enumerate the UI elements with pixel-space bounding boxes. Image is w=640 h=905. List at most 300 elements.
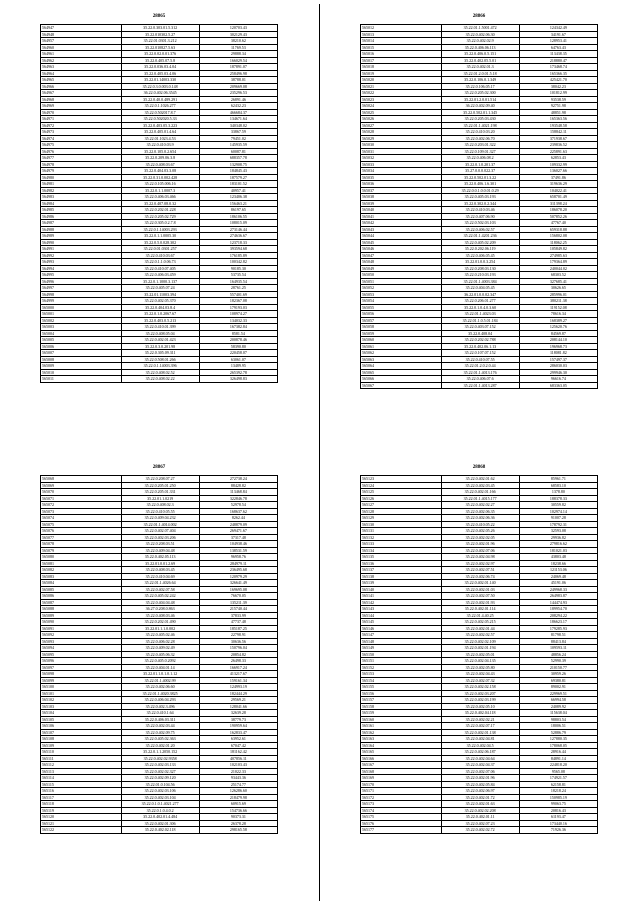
row-id-cell: 565068 bbox=[41, 476, 122, 483]
page-number: 28868 bbox=[472, 465, 486, 470]
cadastral-number-cell: 35.22.0.502.03.103 bbox=[441, 220, 519, 227]
row-id-cell: 565073 bbox=[41, 508, 122, 515]
row-id-cell: 565038 bbox=[361, 194, 442, 201]
cadastral-number-cell: 35.22.0.402.01.96 bbox=[441, 775, 519, 782]
cadastral-number-cell: 35.22.0.1.1000.3.137 bbox=[121, 278, 199, 285]
row-id-cell: 565049 bbox=[361, 265, 442, 272]
value-cell: 186106.55 bbox=[199, 213, 277, 220]
value-cell: 52886.79 bbox=[519, 729, 597, 736]
cadastral-number-cell: 35.22.0.3.0.201.98 bbox=[121, 343, 199, 350]
row-id-cell: 565126 bbox=[361, 495, 442, 502]
row-id-cell: 565083 bbox=[41, 573, 122, 580]
row-id-cell: 565142 bbox=[361, 599, 442, 606]
cadastral-number-cell: 35.22.0.402.07.23 bbox=[441, 820, 519, 827]
row-id-cell: 565018 bbox=[361, 64, 442, 71]
cadastral-number-cell: 35.22.0.409.02.49 bbox=[121, 645, 199, 652]
cadastral-number-cell: 35.22.0.208.03.51 bbox=[121, 541, 199, 548]
row-id-cell: 565121 bbox=[41, 820, 122, 827]
page-block-28865 bbox=[40, 12, 278, 383]
value-cell: 115638.04 bbox=[519, 710, 597, 717]
value-cell: 13489.95 bbox=[199, 363, 277, 370]
cadastral-number-cell: 35.22.0.303.01.5.312 bbox=[121, 25, 199, 32]
value-cell: 34191.67 bbox=[519, 31, 597, 38]
value-cell: 210150.77 bbox=[519, 664, 597, 671]
row-id-cell: 565087 bbox=[41, 599, 122, 606]
cadastral-table bbox=[40, 24, 278, 383]
value-cell: 45191.06 bbox=[519, 580, 597, 587]
value-cell: 125620.76 bbox=[519, 324, 597, 331]
row-id-cell: 565156 bbox=[361, 690, 442, 697]
value-cell: 8262.44 bbox=[199, 515, 277, 522]
cadastral-number-cell: 35.22.0.0.1.0.0.01.0.29 bbox=[441, 187, 519, 194]
value-cell: 99063.75 bbox=[519, 801, 597, 808]
value-cell: 85961.71 bbox=[519, 476, 597, 483]
value-cell: 248879.09 bbox=[199, 521, 277, 528]
value-cell: 30559.82 bbox=[519, 502, 597, 509]
cadastral-number-cell: 35.22.0.402.03.133 bbox=[121, 762, 199, 769]
row-id-cell: 565039 bbox=[361, 200, 442, 207]
cadastral-number-cell: 35.22.0.402.02.9358 bbox=[121, 755, 199, 762]
row-id-cell: 565035 bbox=[361, 174, 442, 181]
cadastral-number-cell: 35.22.0.402.04.5 bbox=[441, 742, 519, 749]
cadastral-number-cell: 35.22.0.302.0.2.344 bbox=[441, 200, 519, 207]
value-cell: 104022.41 bbox=[519, 187, 597, 194]
value-cell: 40957.41 bbox=[199, 187, 277, 194]
row-id-cell: 565079 bbox=[41, 547, 122, 554]
value-cell: 84569.87 bbox=[519, 330, 597, 337]
cadastral-number-cell: 35.22.0.403.05.3.223 bbox=[121, 122, 199, 129]
cadastral-number-cell: 35.22.01.1.1.0.002 bbox=[121, 625, 199, 632]
row-id-cell: 565084 bbox=[41, 580, 122, 587]
cadastral-number-cell: 35.22.0.402.04.118 bbox=[441, 710, 519, 717]
row-id-cell: 565163 bbox=[361, 736, 442, 743]
row-id-cell: 565140 bbox=[361, 586, 442, 593]
value-cell: 311398.24 bbox=[519, 200, 597, 207]
row-id-cell: 564983 bbox=[41, 194, 122, 201]
value-cell: 37833.99 bbox=[199, 612, 277, 619]
value-cell: 78616.34 bbox=[519, 311, 597, 318]
value-cell: 43803.48 bbox=[519, 554, 597, 561]
cadastral-number-cell: 35.22.0.208.07.27 bbox=[121, 476, 199, 483]
cadastral-number-cell: 35.22.0.406.1.6.301 bbox=[441, 181, 519, 188]
row-id-cell: 565175 bbox=[361, 814, 442, 821]
row-id-cell: 565150 bbox=[361, 651, 442, 658]
cadastral-number-cell: 35.22.0.402.05.10 bbox=[441, 703, 519, 710]
row-id-cell: 564992 bbox=[41, 252, 122, 259]
row-id-cell: 565128 bbox=[361, 508, 442, 515]
row-id-cell: 565011 bbox=[41, 376, 122, 383]
value-cell: 38042.23 bbox=[519, 83, 597, 90]
cadastral-number-cell: 35.22.0.305.09.311 bbox=[121, 350, 199, 357]
cadastral-number-cell: 35.22.0.402.01.11 bbox=[441, 814, 519, 821]
value-cell: 127880.35 bbox=[519, 736, 597, 743]
value-cell: 124993.19 bbox=[199, 684, 277, 691]
cadastral-number-cell: 35.22.0.402.06.36 bbox=[441, 515, 519, 522]
row-id-cell: 565075 bbox=[41, 521, 122, 528]
value-cell: 285996.01 bbox=[519, 291, 597, 298]
row-id-cell: 565166 bbox=[361, 755, 442, 762]
row-id-cell: 565127 bbox=[361, 502, 442, 509]
row-id-cell: 565012 bbox=[361, 25, 442, 32]
row-id-cell: 565176 bbox=[361, 820, 442, 827]
cadastral-number-cell: 35.22.0.402.01.3 bbox=[441, 64, 519, 71]
value-cell: 273146.44 bbox=[199, 226, 277, 233]
cadastral-number-cell: 35.22.0.402.03.106 bbox=[121, 788, 199, 795]
row-id-cell: 565027 bbox=[361, 122, 442, 129]
cadastral-number-cell: 35.22.0.01.0301.257 bbox=[121, 246, 199, 253]
cadastral-number-cell: 35.22.0.402.01.138 bbox=[441, 729, 519, 736]
value-cell: 298165.58 bbox=[199, 827, 277, 834]
row-id-cell: 564948 bbox=[41, 31, 122, 38]
row-id-cell: 565015 bbox=[361, 44, 442, 51]
value-cell: 84891.14 bbox=[519, 755, 597, 762]
cadastral-number-cell: 35.22.01.0.104.56 bbox=[121, 781, 199, 788]
value-cell: 48851.98 bbox=[519, 109, 597, 116]
cadastral-number-cell: 35.22.0.402.01.306 bbox=[121, 820, 199, 827]
row-id-cell: 565144 bbox=[361, 612, 442, 619]
cadastral-number-cell: 35.22.0.404.03.3.08 bbox=[121, 168, 199, 175]
cadastral-number-cell: 35.22.01.1.0219 bbox=[121, 495, 199, 502]
cadastral-number-cell: 35.22.0.406.07.6 bbox=[441, 376, 519, 383]
row-id-cell: 565132 bbox=[361, 534, 442, 541]
cadastral-number-cell: 35.22.0.202.02.788 bbox=[441, 337, 519, 344]
cadastral-number-cell: 35.22.0.1.0.2067.67 bbox=[121, 311, 199, 318]
row-id-cell: 564999 bbox=[41, 298, 122, 305]
cadastral-number-cell: 35.22.0.402.3.496 bbox=[121, 703, 199, 710]
value-cell: 176185.89 bbox=[199, 252, 277, 259]
cadastral-number-cell: 35.22.01.1.4014.002 bbox=[121, 521, 199, 528]
cadastral-number-cell: 35.22.0.405.01.4.64 bbox=[121, 129, 199, 136]
value-cell: 120703.43 bbox=[199, 25, 277, 32]
cadastral-number-cell: 35.22.0.402.07.06 bbox=[441, 768, 519, 775]
value-cell: 272738.24 bbox=[199, 476, 277, 483]
value-cell: 158842.11 bbox=[519, 129, 597, 136]
value-cell: 173468.74 bbox=[519, 64, 597, 71]
cadastral-number-cell: 35.22.01.0.0.3.254 bbox=[441, 259, 519, 266]
page-block-28868 bbox=[360, 463, 598, 834]
value-cell: 104938.46 bbox=[199, 541, 277, 548]
row-id-cell: 565103 bbox=[41, 703, 122, 710]
value-cell: 154736.66 bbox=[199, 807, 277, 814]
row-id-cell: 564970 bbox=[41, 109, 122, 116]
page-block-28867 bbox=[40, 463, 278, 834]
cadastral-number-cell: 35.22.0.1.1026.277 bbox=[121, 103, 199, 110]
row-id-cell: 565028 bbox=[361, 129, 442, 136]
row-id-cell: 565042 bbox=[361, 220, 442, 227]
cadastral-number-cell: 35.22.0.402.03.44 bbox=[121, 723, 199, 730]
row-id-cell: 565065 bbox=[361, 369, 442, 376]
row-id-cell: 564962 bbox=[41, 57, 122, 64]
value-cell: 62432.23 bbox=[199, 103, 277, 110]
row-id-cell: 564989 bbox=[41, 233, 122, 240]
cadastral-number-cell: 35.22.0.402.05.26 bbox=[441, 528, 519, 535]
cadastral-number-cell: 35.22.0.402.03.207 bbox=[441, 690, 519, 697]
cadastral-number-cell: 35.22.0.402.04.37 bbox=[441, 762, 519, 769]
row-id-cell: 565044 bbox=[361, 233, 442, 240]
cadastral-number-cell: 35.22.0.402.09.75 bbox=[121, 729, 199, 736]
cadastral-number-cell: 35.22.0.5.0.028.302 bbox=[121, 239, 199, 246]
value-cell: 113468.84 bbox=[199, 489, 277, 496]
value-cell: 109593.11 bbox=[519, 645, 597, 652]
cadastral-number-cell: 35.22.0.410.05.22 bbox=[441, 521, 519, 528]
cadastral-number-cell: 35.22.0.31.0.002.428 bbox=[121, 174, 199, 181]
value-cell: 108015.09 bbox=[199, 220, 277, 227]
row-id-cell: 564968 bbox=[41, 96, 122, 103]
value-cell: 24089.92 bbox=[519, 703, 597, 710]
row-id-cell: 565070 bbox=[41, 489, 122, 496]
value-cell: 187891.07 bbox=[199, 64, 277, 71]
row-id-cell: 564994 bbox=[41, 265, 122, 272]
cadastral-number-cell: 35.22.01.14003.330 bbox=[121, 77, 199, 84]
value-cell: 150796.04 bbox=[199, 645, 277, 652]
row-id-cell: 565026 bbox=[361, 116, 442, 123]
cadastral-number-cell: 35.22.0.405.02.209 bbox=[441, 239, 519, 246]
value-cell: 208294.22 bbox=[519, 612, 597, 619]
cadastral-number-cell: 35.22.0.402.05.01 bbox=[441, 651, 519, 658]
cadastral-number-cell: 35.22.0.407.08.0.32 bbox=[121, 200, 199, 207]
value-cell: 24069.48 bbox=[519, 573, 597, 580]
cadastral-number-cell: 35.22.0.402.02.05 bbox=[441, 534, 519, 541]
cadastral-number-cell: 35.22.0.109.01.327 bbox=[441, 148, 519, 155]
row-id-cell: 565004 bbox=[41, 330, 122, 337]
value-cell: 186623.17 bbox=[519, 619, 597, 626]
row-id-cell: 565161 bbox=[361, 723, 442, 730]
value-cell: 393594.68 bbox=[199, 246, 277, 253]
row-id-cell: 565078 bbox=[41, 541, 122, 548]
value-cell: 132908.75 bbox=[199, 161, 277, 168]
value-cell: 113438.35 bbox=[519, 51, 597, 58]
row-id-cell: 565135 bbox=[361, 554, 442, 561]
row-id-cell: 565158 bbox=[361, 703, 442, 710]
value-cell: 229969.51 bbox=[519, 690, 597, 697]
cadastral-number-cell: 35.22.0.402.05.84 bbox=[441, 781, 519, 788]
value-cell: 20816.43 bbox=[519, 807, 597, 814]
row-id-cell: 565131 bbox=[361, 528, 442, 535]
value-cell: 52978.54 bbox=[199, 502, 277, 509]
row-id-cell: 565129 bbox=[361, 515, 442, 522]
row-id-cell: 565115 bbox=[41, 781, 122, 788]
cadastral-number-cell: 35.22.0.402.02.158 bbox=[441, 684, 519, 691]
value-cell: 118081.82 bbox=[519, 350, 597, 357]
value-cell: 108974.27 bbox=[199, 311, 277, 318]
cadastral-number-cell: 35.22.0.402.04.98 bbox=[441, 554, 519, 561]
cadastral-number-cell: 35.22.0.405.07.5.8 bbox=[121, 57, 199, 64]
value-cell: 29936.82 bbox=[519, 534, 597, 541]
value-cell: 60915.69 bbox=[199, 801, 277, 808]
row-id-cell: 564974 bbox=[41, 135, 122, 142]
value-cell: 8581.54 bbox=[199, 330, 277, 337]
cadastral-number-cell: 35.22.0.410.03.46 bbox=[441, 207, 519, 214]
row-id-cell: 565033 bbox=[361, 161, 442, 168]
cadastral-number-cell: 35.22.0.202.06.119 bbox=[441, 246, 519, 253]
row-id-cell: 564963 bbox=[41, 64, 122, 71]
row-id-cell: 564975 bbox=[41, 142, 122, 149]
cadastral-number-cell: 35.22.0.402.05.5.01 bbox=[441, 57, 519, 64]
value-cell: 196968.73 bbox=[519, 343, 597, 350]
row-id-cell: 565064 bbox=[361, 363, 442, 370]
column-separator bbox=[319, 4, 320, 901]
value-cell: 322846.78 bbox=[199, 495, 277, 502]
value-cell: 156463.21 bbox=[199, 200, 277, 207]
value-cell: 425421.70 bbox=[519, 77, 597, 84]
value-cell: 168389.27 bbox=[519, 317, 597, 324]
value-cell: 178068.05 bbox=[519, 742, 597, 749]
cadastral-number-cell: 35.22.0.405.02.363 bbox=[121, 736, 199, 743]
value-cell: 264983.87 bbox=[519, 593, 597, 600]
row-id-cell: 565032 bbox=[361, 155, 442, 162]
row-id-cell: 565143 bbox=[361, 606, 442, 613]
table-row bbox=[41, 827, 278, 834]
row-id-cell: 565168 bbox=[361, 768, 442, 775]
value-cell: 340348.02 bbox=[199, 122, 277, 129]
row-id-cell: 565154 bbox=[361, 677, 442, 684]
row-id-cell: 565040 bbox=[361, 207, 442, 214]
value-cell: 26498.33 bbox=[199, 658, 277, 665]
row-id-cell: 565159 bbox=[361, 710, 442, 717]
row-id-cell: 565057 bbox=[361, 317, 442, 324]
row-id-cell: 565047 bbox=[361, 252, 442, 259]
value-cell: 98803.54 bbox=[519, 716, 597, 723]
row-id-cell: 565025 bbox=[361, 109, 442, 116]
row-id-cell: 565153 bbox=[361, 671, 442, 678]
row-id-cell: 564996 bbox=[41, 278, 122, 285]
row-id-cell: 565000 bbox=[41, 304, 122, 311]
cadastral-number-cell: 35.22.0.107.07.152 bbox=[441, 350, 519, 357]
value-cell: 123406.38 bbox=[199, 194, 277, 201]
cadastral-number-cell: 35.22.0.402.01.03 bbox=[441, 586, 519, 593]
cadastral-number-cell: 35.22.0.406.02.57 bbox=[441, 226, 519, 233]
cadastral-number-cell: 35.22.0.206.01.277 bbox=[441, 298, 519, 305]
value-cell: 96616.74 bbox=[519, 376, 597, 383]
cadastral-number-cell: 35.22.0.402.06.35 bbox=[441, 508, 519, 515]
value-cell: 102103.43 bbox=[199, 762, 277, 769]
value-cell: 183101.52 bbox=[199, 181, 277, 188]
value-cell: 69380.81 bbox=[519, 677, 597, 684]
cadastral-number-cell: 35.22.0.404.01.14 bbox=[121, 664, 199, 671]
row-id-cell: 565105 bbox=[41, 716, 122, 723]
value-cell: 120979.29 bbox=[199, 573, 277, 580]
cadastral-number-cell: 35.22.0.402.02.27 bbox=[441, 502, 519, 509]
cadastral-number-cell: 35.22.0.410.04.69 bbox=[121, 573, 199, 580]
cadastral-number-cell: 36.22.0.402.09.40 bbox=[441, 103, 519, 110]
cadastral-number-cell: 35.22.01.11003.394 bbox=[121, 291, 199, 298]
cadastral-number-cell: 35.22.0.205.02.300 bbox=[441, 90, 519, 97]
row-id-cell: 565107 bbox=[41, 729, 122, 736]
table-row bbox=[361, 827, 598, 834]
cadastral-number-cell: 35.22.0.408.02.52 bbox=[121, 369, 199, 376]
value-cell: 407856.11 bbox=[199, 755, 277, 762]
row-id-cell: 565165 bbox=[361, 749, 442, 756]
cadastral-number-cell: 35.22.0.405.0.2092 bbox=[121, 658, 199, 665]
cadastral-number-cell: 35.22.0.410.03.67 bbox=[121, 252, 199, 259]
cadastral-number-cell: 35.22.0.402.01.20 bbox=[121, 742, 199, 749]
value-cell: 33867.59 bbox=[199, 129, 277, 136]
value-cell: 90373.31 bbox=[199, 814, 277, 821]
cadastral-number-cell: 35.22.0.106.0.1.349 bbox=[441, 77, 519, 84]
cadastral-number-cell: 35.22.0.410.03.20 bbox=[441, 129, 519, 136]
value-cell: 88428.82 bbox=[199, 482, 277, 489]
row-id-cell: 564973 bbox=[41, 129, 122, 136]
cadastral-number-cell: 35.22.0.402.03.199 bbox=[441, 697, 519, 704]
cadastral-number-cell: 35.22.0.1.0.201.37 bbox=[441, 161, 519, 168]
cadastral-number-cell: 35.22.0.410.01.399 bbox=[121, 324, 199, 331]
value-cell: 165366.35 bbox=[519, 70, 597, 77]
cadastral-number-cell: 35.22.0.410.07.55 bbox=[441, 356, 519, 363]
cadastral-number-cell: 35.22.0.406.03.466 bbox=[121, 194, 199, 201]
value-cell: 134671.64 bbox=[199, 116, 277, 123]
value-cell: 150985.19 bbox=[519, 794, 597, 801]
value-cell: 182367.08 bbox=[199, 298, 277, 305]
value-cell: 96958.76 bbox=[199, 554, 277, 561]
row-id-cell: 565061 bbox=[361, 343, 442, 350]
cadastral-number-cell: 35.22.01.1.0.5.01.184 bbox=[441, 317, 519, 324]
cadastral-number-cell: 35.22.0.105.0.2.654 bbox=[121, 148, 199, 155]
row-id-cell: 564995 bbox=[41, 272, 122, 279]
cadastral-number-cell: 35.22.0.205.02.729 bbox=[121, 213, 199, 220]
row-id-cell: 565173 bbox=[361, 801, 442, 808]
row-id-cell: 564990 bbox=[41, 239, 122, 246]
value-cell: 11769.53 bbox=[199, 44, 277, 51]
row-id-cell: 565138 bbox=[361, 573, 442, 580]
value-cell: 121153.06 bbox=[519, 567, 597, 574]
cadastral-number-cell: 35.22.0.402.04.64 bbox=[441, 755, 519, 762]
cadastral-number-cell: 35.22.0.402.07.32 bbox=[441, 677, 519, 684]
cadastral-number-cell: 35.22.0.105.006.16 bbox=[121, 181, 199, 188]
row-id-cell: 565095 bbox=[41, 651, 122, 658]
value-cell: 274985.63 bbox=[519, 252, 597, 259]
cadastral-number-cell: 35.22.0.402.01.96 bbox=[441, 541, 519, 548]
cadastral-number-cell: 35.22.0.402.06.74 bbox=[441, 573, 519, 580]
row-id-cell: 564969 bbox=[41, 103, 122, 110]
row-id-cell: 565060 bbox=[361, 337, 442, 344]
cadastral-number-cell: 35.22.0.402.05.370 bbox=[121, 298, 199, 305]
value-cell: 89002.91 bbox=[519, 684, 597, 691]
row-id-cell: 565067 bbox=[361, 382, 442, 389]
value-cell: 182444.29 bbox=[199, 690, 277, 697]
row-id-cell: 565162 bbox=[361, 729, 442, 736]
value-cell: 188378.33 bbox=[519, 495, 597, 502]
row-id-cell: 565112 bbox=[41, 762, 122, 769]
value-cell: 53735.54 bbox=[199, 272, 277, 279]
cadastral-number-cell: 35.22.01.1.4013.287 bbox=[441, 382, 519, 389]
cadastral-number-cell: 35.22.0.402.07.50 bbox=[441, 593, 519, 600]
row-id-cell: 564966 bbox=[41, 83, 122, 90]
cadastral-number-cell: 35.22.0.1.1.0007.3 bbox=[121, 187, 199, 194]
value-cell: 123718.33 bbox=[199, 239, 277, 246]
value-cell: 265392.78 bbox=[199, 369, 277, 376]
cadastral-number-cell: 35.22.0.402.05.113 bbox=[121, 554, 199, 561]
cadastral-number-cell: 35.22.0.408.03.67 bbox=[121, 161, 199, 168]
cadastral-number-cell: 35.22.0.210.03.193 bbox=[441, 272, 519, 279]
row-id-cell: 565172 bbox=[361, 794, 442, 801]
value-cell: 193548.58 bbox=[519, 122, 597, 129]
row-id-cell: 564976 bbox=[41, 148, 122, 155]
value-cell: 62158.81 bbox=[519, 781, 597, 788]
value-cell: 90185.30 bbox=[199, 265, 277, 272]
row-id-cell: 565074 bbox=[41, 515, 122, 522]
row-id-cell: 565045 bbox=[361, 239, 442, 246]
row-id-cell: 564965 bbox=[41, 77, 122, 84]
cadastral-number-cell: 35.22.0.402.06.187 bbox=[441, 749, 519, 756]
cadastral-number-cell: 35.22.0.036.03.4.04 bbox=[121, 64, 199, 71]
row-id-cell: 565098 bbox=[41, 671, 122, 678]
page-block-28866 bbox=[360, 12, 598, 389]
value-cell: 181021.03 bbox=[519, 547, 597, 554]
row-id-cell: 565034 bbox=[361, 168, 442, 175]
cadastral-number-cell: 35.22.0.406.05.45 bbox=[441, 252, 519, 259]
value-cell: 119152.08 bbox=[519, 304, 597, 311]
row-id-cell: 564991 bbox=[41, 246, 122, 253]
